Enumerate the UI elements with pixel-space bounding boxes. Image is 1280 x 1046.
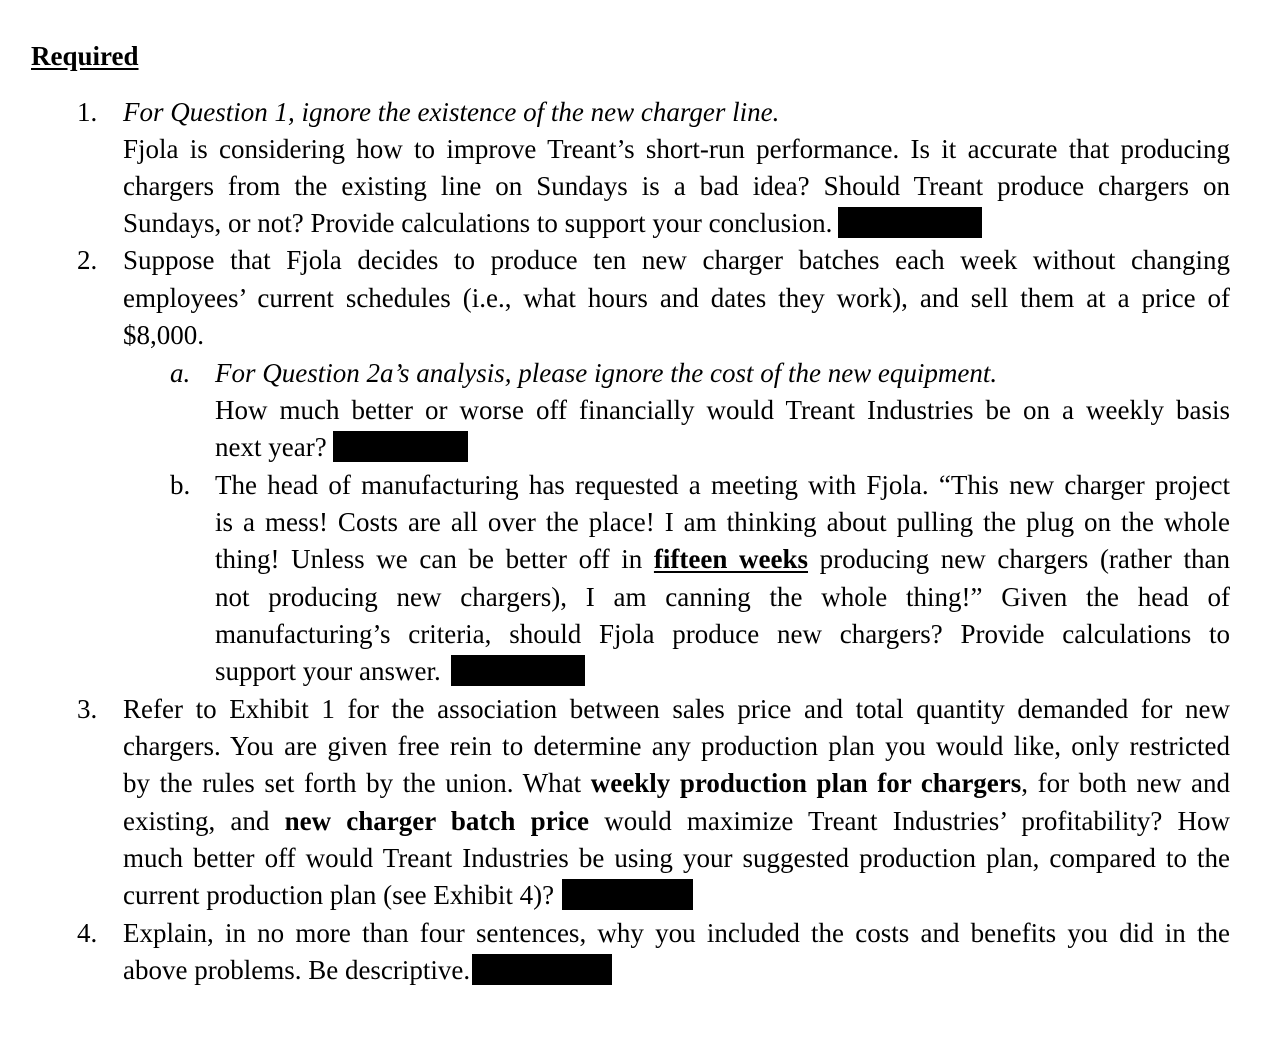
q3-text: existing, and	[123, 806, 285, 836]
q3-number: 3.	[77, 694, 98, 724]
q2b-line-last	[215, 653, 585, 690]
q3-text: , for both new and	[1021, 768, 1230, 798]
redaction-box	[472, 954, 612, 985]
q2-line: employees’ current schedules (i.e., what hours and dates they work), and sell them at a price of	[123, 283, 1230, 313]
q4-line: Explain, in no more than four sentences, why you included the costs and benefits you did in the	[123, 918, 1230, 948]
q2-line: Suppose that Fjola decides to produce ten new charger batches each week without changing	[123, 245, 1230, 275]
q3-line: Refer to Exhibit 1 for the association between sales price and total quantity demanded for new	[123, 694, 1230, 724]
q1-line: chargers from the existing line on Sundays is a bad idea? Should Treant produce chargers on	[123, 171, 1230, 201]
q2b-text: support your answer.	[215, 656, 441, 686]
q2-number: 2.	[77, 245, 98, 275]
q2b-line: is a mess! Costs are all over the place! I am thinking about pulling the plug on the whole	[215, 507, 1230, 537]
q1-instruction: For Question 1, ignore the existence of the new charger line.	[123, 97, 780, 127]
q2b-letter: b.	[170, 470, 191, 500]
q4-text: above problems. Be descriptive.	[123, 955, 471, 985]
q3-line-last	[123, 877, 693, 914]
q2a-text: next year?	[215, 432, 327, 462]
q3-line	[123, 765, 1230, 802]
q2-line: $8,000.	[123, 320, 204, 350]
q2b-line: The head of manufacturing has requested a meeting with Fjola. “This new charger project	[215, 470, 1230, 500]
redaction-box	[562, 879, 693, 910]
q3-text: by the rules set forth by the union. What	[123, 768, 591, 798]
q2a-letter: a.	[170, 358, 191, 388]
heading-required: Required	[31, 41, 139, 71]
redaction-box	[333, 431, 468, 462]
q3-line: much better off would Treant Industries be using your suggested production plan, compared to the	[123, 843, 1230, 873]
q2b-line: manufacturing’s criteria, should Fjola produce new chargers? Provide calculations to	[215, 619, 1230, 649]
q2b-text: producing new chargers (rather than	[808, 544, 1231, 574]
q2b-emphasis: fifteen weeks	[653, 544, 809, 574]
q1-line: Fjola is considering how to improve Treant’s short-run performance. Is it accurate that producing	[123, 134, 1230, 164]
redaction-box	[451, 655, 585, 686]
q3-text: current production plan (see Exhibit 4)?	[123, 880, 555, 910]
q2a-line-last	[215, 429, 468, 466]
q2b-line	[215, 541, 1230, 578]
q1-line-last	[123, 205, 982, 242]
q4-line-last	[123, 952, 612, 989]
redaction-box	[838, 207, 982, 238]
q3-text: would maximize Treant Industries’ profitability? How	[589, 806, 1230, 836]
q1-number: 1.	[77, 97, 98, 127]
q2b-line: not producing new chargers), I am canning the whole thing!” Given the head of	[215, 582, 1230, 612]
q2a-instruction: For Question 2a’s analysis, please ignore the cost of the new equipment.	[215, 358, 998, 388]
q2b-text: thing! Unless we can be better off in	[215, 544, 654, 574]
q4-number: 4.	[77, 918, 98, 948]
q3-emphasis: new charger batch price	[284, 806, 590, 836]
q3-emphasis: weekly production plan for chargers	[590, 768, 1022, 798]
q2a-line: How much better or worse off financially would Treant Industries be on a weekly basis	[215, 395, 1230, 425]
q3-line	[123, 803, 1230, 840]
q1-text: Sundays, or not? Provide calculations to support your conclusion.	[123, 208, 833, 238]
q3-line: chargers. You are given free rein to determine any production plan you would like, only restricted	[123, 731, 1230, 761]
